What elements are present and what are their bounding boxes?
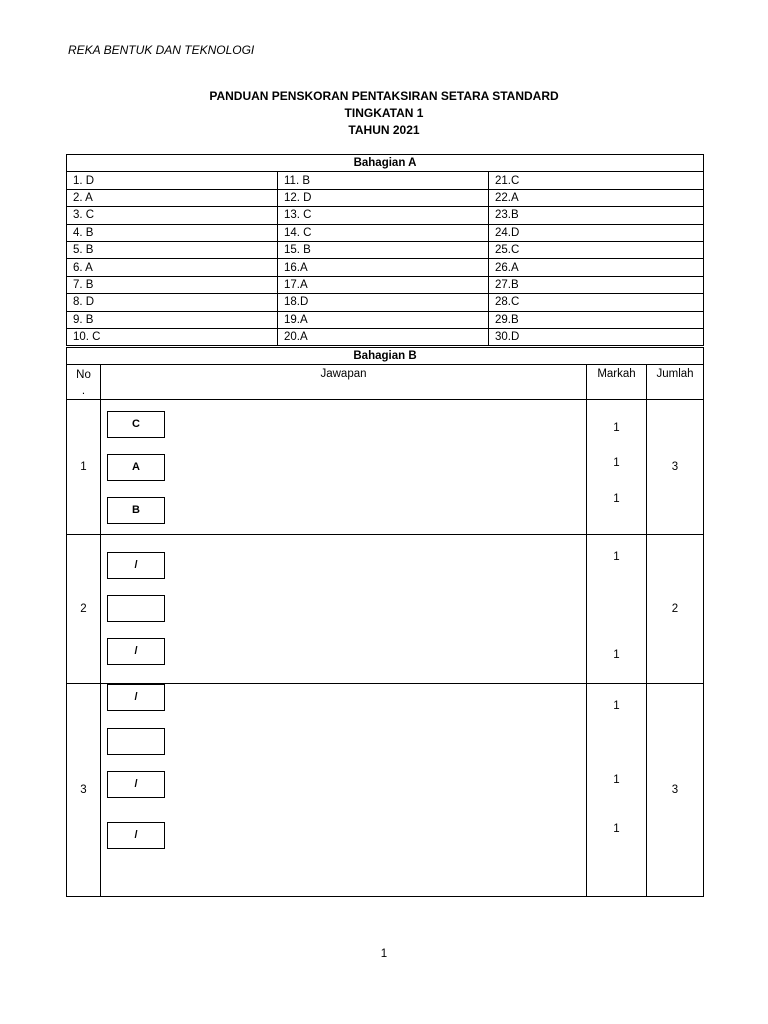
mark-value: 1 [613, 457, 620, 469]
answer-box: / [107, 684, 165, 711]
column-header-total: Jumlah [647, 365, 704, 400]
answer-box: / [107, 822, 165, 849]
mark-value: 1 [613, 700, 620, 712]
answer-cell: 10. C [67, 328, 278, 345]
column-header-no: No . [67, 365, 101, 400]
answer-cell: 2. A [67, 189, 278, 206]
subject-header: REKA BENTUK DAN TEKNOLOGI [68, 43, 255, 57]
answer-cell: 18.D [278, 294, 489, 311]
answer-cell: 23.B [489, 207, 704, 224]
question-number: 1 [67, 400, 101, 535]
answer-area [101, 535, 587, 684]
table-row [67, 241, 704, 258]
table-row [67, 224, 704, 241]
mark-value: 1 [613, 649, 620, 661]
total-cell: 2 [647, 535, 704, 684]
mark-value: 1 [613, 422, 620, 434]
mark-value: 1 [613, 823, 620, 835]
marks-cell [587, 400, 647, 535]
answer-cell: 6. A [67, 259, 278, 276]
answer-cell: 22.A [489, 189, 704, 206]
page-number: 1 [380, 948, 388, 960]
table-row [67, 259, 704, 276]
column-header-answer: Jawapan [101, 365, 587, 400]
table-row [67, 276, 704, 293]
answer-cell: 5. B [67, 241, 278, 258]
answer-cell: 15. B [278, 241, 489, 258]
question-number: 3 [67, 684, 101, 897]
table-row [67, 172, 704, 189]
answer-cell: 17.A [278, 276, 489, 293]
question-row [67, 684, 704, 897]
answer-box: / [107, 771, 165, 798]
answer-cell: 21.C [489, 172, 704, 189]
answer-cell: 12. D [278, 189, 489, 206]
section-a-title: Bahagian A [67, 155, 704, 172]
answer-cell: 26.A [489, 259, 704, 276]
title-line-3: TAHUN 2021 [348, 123, 420, 137]
answer-box: A [107, 454, 165, 481]
table-row [67, 189, 704, 206]
table-row [67, 328, 704, 345]
answer-cell: 30.D [489, 328, 704, 345]
table-row [67, 294, 704, 311]
answer-cell: 24.D [489, 224, 704, 241]
total-cell: 3 [647, 684, 704, 897]
answer-box: / [107, 638, 165, 665]
answer-box: C [107, 411, 165, 438]
title-line-2: TINGKATAN 1 [344, 106, 424, 120]
answer-box: / [107, 552, 165, 579]
answer-cell: 1. D [67, 172, 278, 189]
question-row [67, 400, 704, 535]
answer-cell: 7. B [67, 276, 278, 293]
table-row [67, 311, 704, 328]
answer-box: B [107, 497, 165, 524]
answer-cell: 13. C [278, 207, 489, 224]
answer-cell: 14. C [278, 224, 489, 241]
answer-cell: 28.C [489, 294, 704, 311]
answer-cell: 8. D [67, 294, 278, 311]
answer-cell: 11. B [278, 172, 489, 189]
title-line-1: PANDUAN PENSKORAN PENTAKSIRAN SETARA STANDARD [209, 89, 559, 103]
answer-cell: 19.A [278, 311, 489, 328]
answer-cell: 3. C [67, 207, 278, 224]
mark-value: 1 [613, 774, 620, 786]
question-number: 2 [67, 535, 101, 684]
answer-cell: 16.A [278, 259, 489, 276]
section-b-table [66, 347, 704, 897]
marks-cell [587, 535, 647, 684]
answer-cell: 25.C [489, 241, 704, 258]
answer-cell: 29.B [489, 311, 704, 328]
marks-cell [587, 684, 647, 897]
section-b-header-row [67, 365, 704, 400]
answer-box [107, 728, 165, 755]
answer-area [101, 400, 587, 535]
total-cell: 3 [647, 400, 704, 535]
mark-value: 1 [613, 493, 620, 505]
mark-value: 1 [613, 551, 620, 563]
answer-cell: 9. B [67, 311, 278, 328]
answer-area [101, 684, 587, 897]
table-row [67, 207, 704, 224]
section-b-title: Bahagian B [67, 348, 704, 365]
section-a-table [66, 154, 704, 346]
answer-cell: 27.B [489, 276, 704, 293]
question-row [67, 535, 704, 684]
answer-cell: 20.A [278, 328, 489, 345]
answer-cell: 4. B [67, 224, 278, 241]
document-title-block [0, 88, 768, 139]
answer-box [107, 595, 165, 622]
column-header-marks: Markah [587, 365, 647, 400]
